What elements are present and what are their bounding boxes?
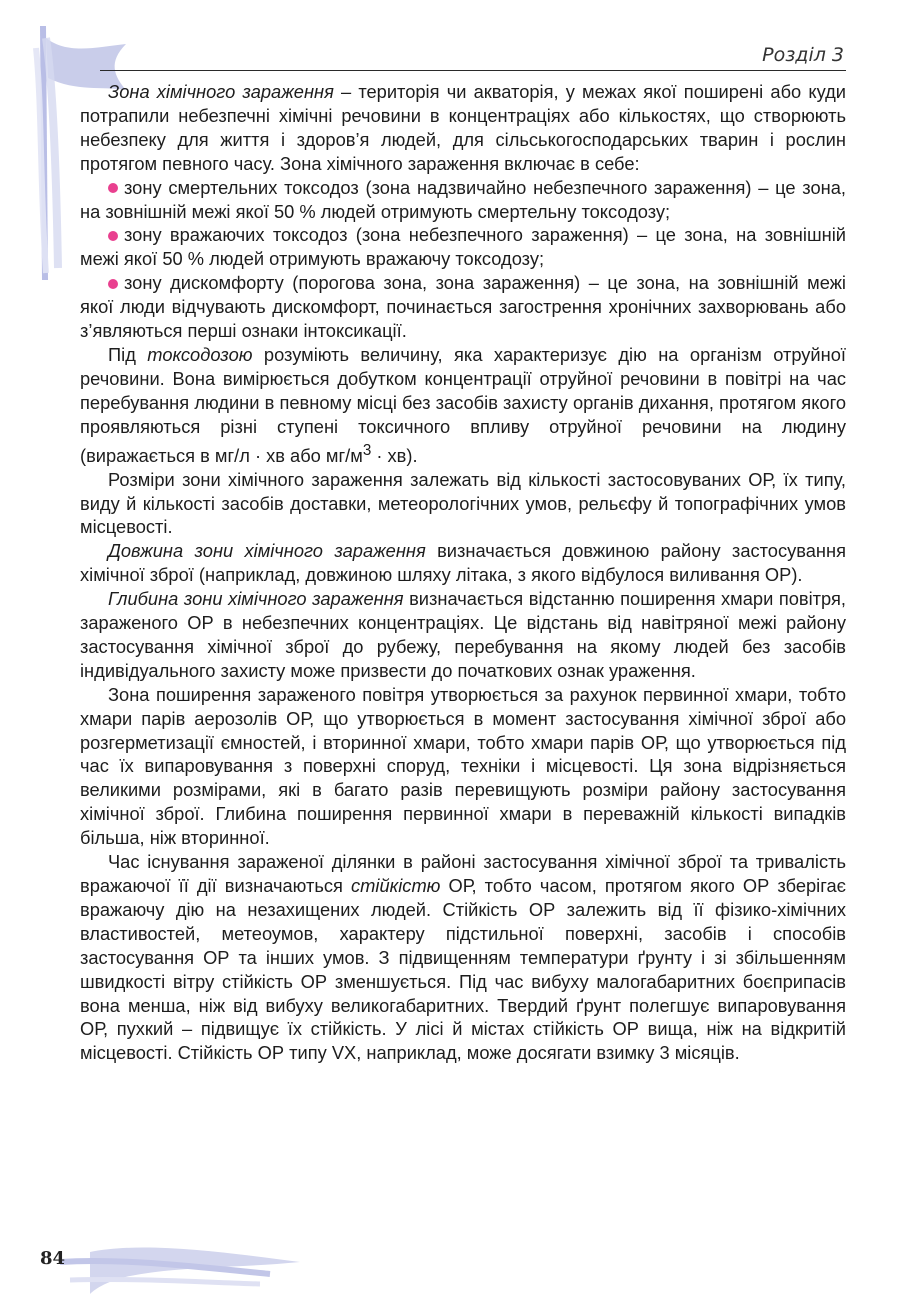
paragraph-text: Час існування зараженої ділянки в районі застосування хімічної зброї та тривалість вражаючої її дії визначаються [80,851,846,896]
section-label: Розділ 3 [762,44,844,66]
page-body [80,80,846,1065]
header-rule [100,70,846,71]
paragraph [80,539,846,587]
paragraph [80,850,846,1065]
term-italic: Глибина зони хімічного зараження [108,588,404,610]
list-item [80,176,846,224]
list-item-text: зону вражаючих токсодоз (зона небезпечного зараження) – це зона, на зовнішній межі якої 50 % людей отримують вражаючу токсодозу; [80,224,846,270]
paragraph-text: розуміють величину, яка характеризує дію на організм отруйної речовини. Вона вимірюється добутком концентрації отруйної речовини в повітрі на час перебування людини в певному місці без засобів захисту органів дихання, протягом якого проявляються різні ступені токсичного впливу отруйної речовини на людину (виражається в мг/л · хв або мг/м [80,343,846,466]
paragraph [80,343,846,468]
paragraph [80,587,846,683]
paragraph-text: Під [108,343,148,365]
paragraph-text: визначається відстанню поширення хмари повітря, зараженого ОР в небезпечних концентраціях. Це відстань від навітряної межі району застосування хімічної зброї до рубежу, перебування на якому людей без засобів індивідуального захисту може призвести до початкових ознак ураження. [80,588,847,681]
paragraph-text: · хв). [371,444,418,466]
list-item-text: зону смертельних токсодоз (зона надзвичайно небезпечного зараження) – це зона, на зовнішній межі якої 50 % людей отримують смертельну токсодозу; [80,176,846,222]
flag-decoration-bottom [60,1232,310,1302]
bullet-icon [108,231,118,241]
list-item [80,271,846,343]
superscript: 3 [362,441,372,459]
term-italic: стійкістю [351,875,441,896]
term-italic: Довжина зони хімічного зараження [108,540,426,562]
bullet-icon [108,279,118,289]
paragraph [80,80,846,176]
paragraph-text: ОР, тобто часом, протягом якого ОР зберігає вражаючу дію на незахищених людей. Стійкість ОР залежить від її фізико-хімічних властивостей, метеоумов, характеру підстильної поверхні, засобів і способів застосування ОР та інших умов. З підвищенням температури ґрунту і зі збільшенням швидкості вітру стійкість ОР зменшується. Під час вибуху малогабаритних боєприпасів вона менша, ніж від вибуху великогабаритних. Твердий ґрунт полегшує випаровування ОР, пухкий – підвищує їх стійкість. У лісі й містах стійкість ОР вища, ніж на відкритій місцевості. Стійкість ОР типу VX, наприклад, може досягати взимку 3 місяців. [80,875,847,1064]
paragraph-text: Розміри зони хімічного зараження залежать від кількості застосовуваних ОР, їх типу, виду й кількості засобів доставки, метеорологічних умов, рельєфу й топографічних умов місцевості. [80,468,846,538]
bullet-icon [108,183,118,193]
term-italic: токсодозою [147,343,253,365]
term-italic: Зона хімічного зараження [108,81,334,102]
paragraph [80,683,846,850]
paragraph-text: – територія чи акваторія, у межах якої поширені або куди потрапили небезпечні хімічні речовини в концентраціях або кількостях, що створюють небезпеку для життя і здоров’я людей, для сільськогосподарських тварин і рослин протягом певного часу. Зона хімічного зараження включає в себе: [80,81,846,174]
list-item-text: зону дискомфорту (порогова зона, зона зараження) – це зона, на зовнішній межі якої люди відчувають дискомфорт, починається загострення хронічних захворювань або з’являються перші ознаки інтоксикації. [80,272,846,342]
paragraph [80,468,846,540]
page-number: 84 [40,1248,66,1269]
paragraph-text: Зона поширення зараженого повітря утворюється за рахунок первинної хмари, тобто хмари парів аерозолів ОР, що утворюється в момент застосування хімічної зброї або розгерметизації ємностей, і вторинної хмари, тобто хмари парів ОР, що утворюється під час їх випаровування з поверхні споруд, техніки і місцевості. Ця зона відрізняється великими розмірами, які в багато разів перевищують розміри району застосування хімічної зброї. Глибина поширення первинної хмари в переважній кількості випадків більша, ніж вторинної. [80,683,846,849]
list-item [80,223,846,271]
paragraph-text: визначається довжиною району застосування хімічної зброї (наприклад, довжиною шляху літака, з якого відбулося виливання ОР). [80,540,847,586]
